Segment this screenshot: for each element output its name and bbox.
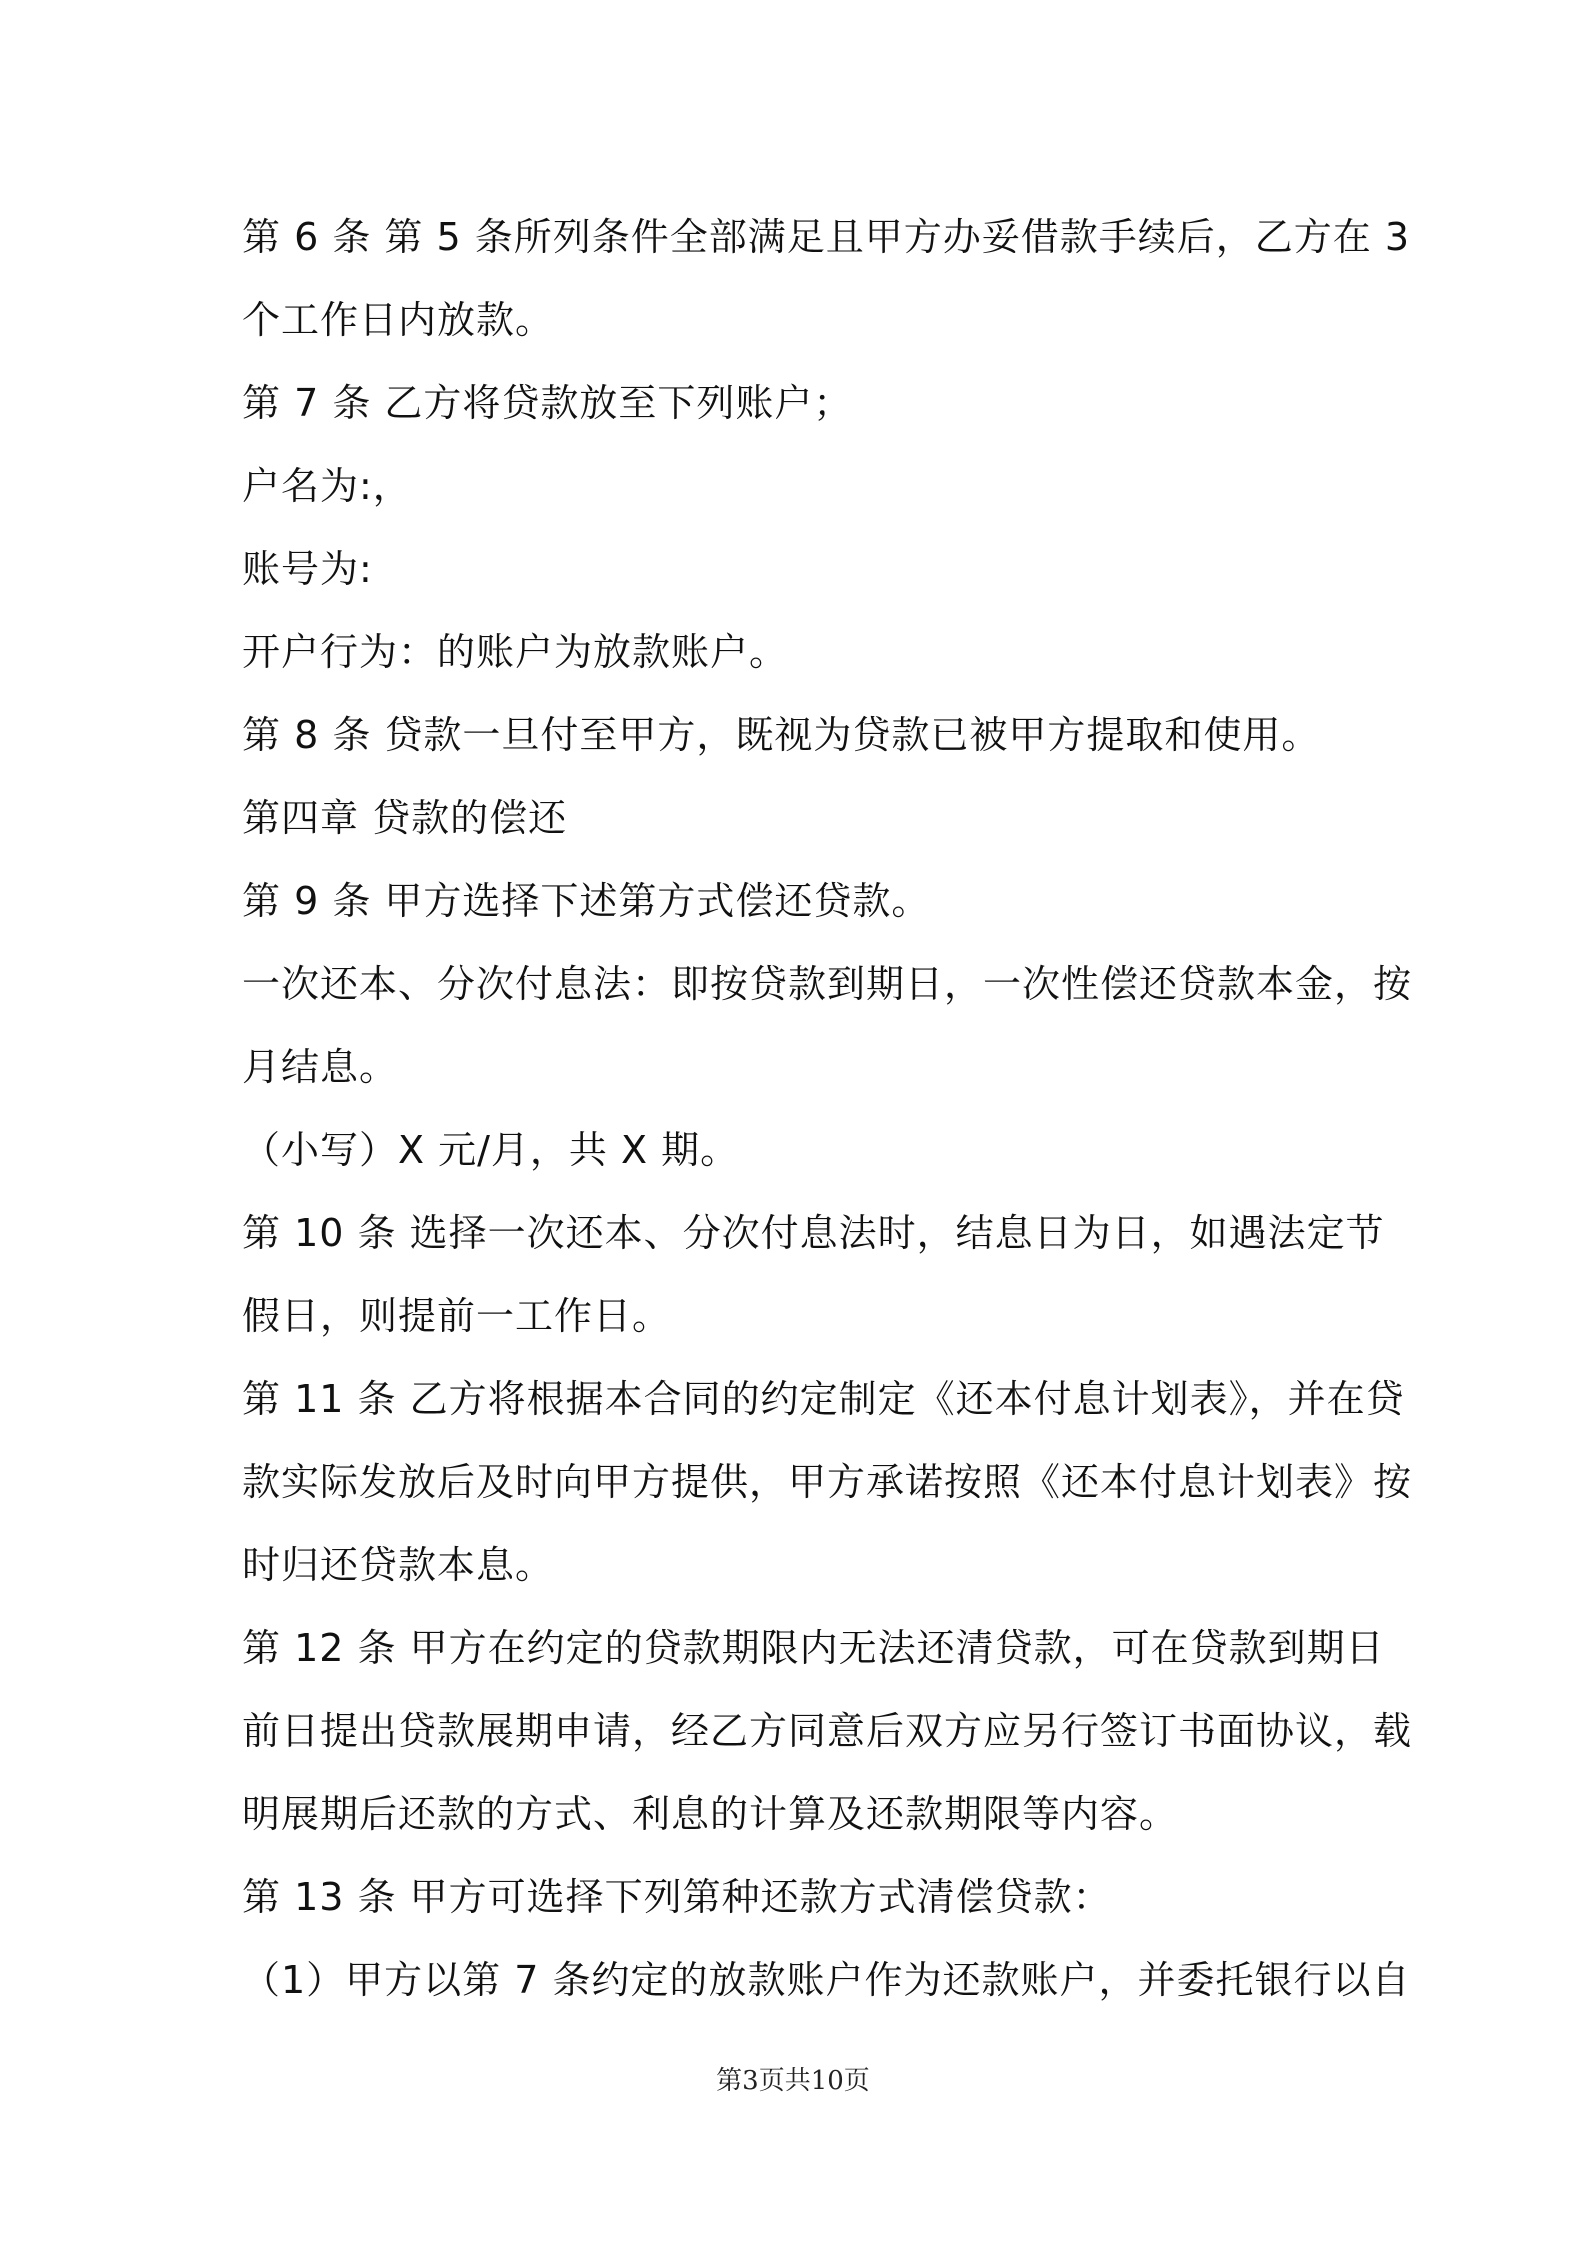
chapter-heading: 第四章 贷款的偿还 <box>242 796 568 840</box>
text-line: 账号为: <box>242 547 373 591</box>
page-number: 第3页共10页 <box>716 2066 870 2096</box>
text-line: 第 13 条 甲方可选择下列第种还款方式清偿贷款： <box>242 1875 1112 1919</box>
text-line: 一次还本、分次付息法：即按贷款到期日，一次性偿还贷款本金，按 <box>242 962 1413 1006</box>
text-line: （1）甲方以第 7 条约定的放款账户作为还款账户，并委托银行以自 <box>242 1958 1411 2002</box>
text-line: 假日，则提前一工作日。 <box>242 1294 672 1338</box>
text-line: 第 8 条 贷款一旦付至甲方，既视为贷款已被甲方提取和使用。 <box>242 713 1321 757</box>
text-line: 明展期后还款的方式、利息的计算及还款期限等内容。 <box>242 1792 1179 1836</box>
text-line: 第 7 条 乙方将贷款放至下列账户； <box>242 381 853 425</box>
text-line: 第 9 条 甲方选择下述第方式偿还贷款。 <box>242 879 931 923</box>
text-line: （小写）X 元/月，共 X 期。 <box>242 1128 740 1172</box>
text-line: 前日提出贷款展期申请，经乙方同意后双方应另行签订书面协议，载 <box>242 1709 1413 1753</box>
text-line: 开户行为：的账户为放款账户。 <box>242 630 789 674</box>
text-line: 第 6 条 第 5 条所列条件全部满足且甲方办妥借款手续后，乙方在 3 <box>242 215 1411 259</box>
text-line: 款实际发放后及时向甲方提供，甲方承诺按照《还本付息计划表》按 <box>242 1460 1413 1504</box>
text-line: 户名为:， <box>242 464 412 508</box>
text-line: 个工作日内放款。 <box>242 298 555 342</box>
document-body <box>242 196 1413 2022</box>
text-line: 时归还贷款本息。 <box>242 1543 555 1587</box>
text-line: 第 10 条 选择一次还本、分次付息法时，结息日为日，如遇法定节 <box>242 1211 1385 1255</box>
text-line: 第 12 条 甲方在约定的贷款期限内无法还清贷款，可在贷款到期日 <box>242 1626 1385 1670</box>
text-line: 第 11 条 乙方将根据本合同的约定制定《还本付息计划表》，并在贷 <box>242 1377 1405 1421</box>
text-line: 月结息。 <box>242 1045 399 1089</box>
